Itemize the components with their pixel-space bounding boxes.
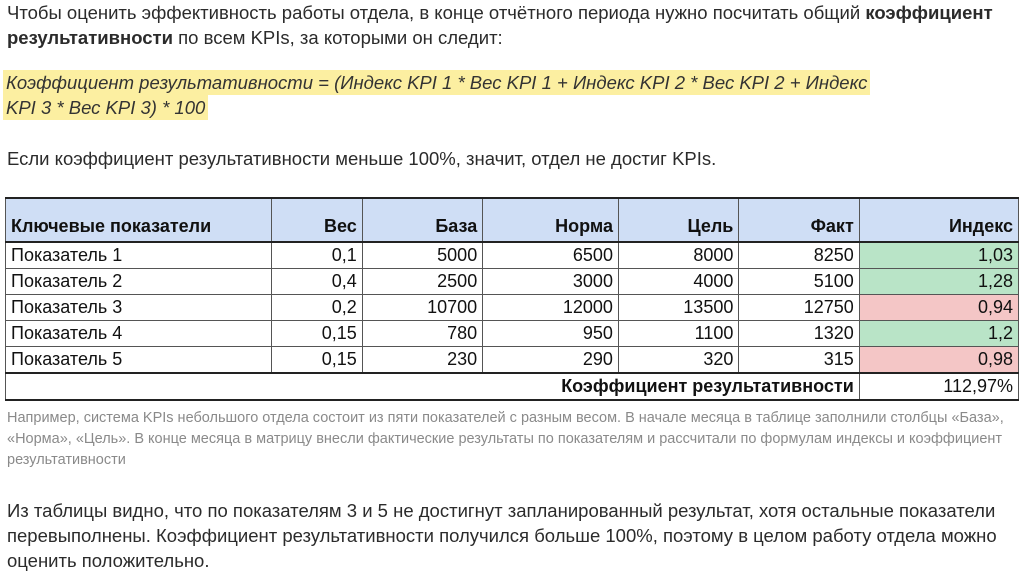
cell-index: 1,2	[859, 321, 1018, 347]
cell-weight: 0,15	[272, 347, 363, 374]
example-note: Например, система KPIs небольшого отдела состоит из пяти показателей с разным весом. В начале месяца в таблице заполнили столбцы «База», «Норма», «Цель». В конце месяца в матрицу внесли фактические результаты по показателям и рассчитали по формулам индексы и коэффициент результативности	[7, 410, 1004, 468]
formula-block	[3, 70, 870, 120]
total-label: Коэффициент результативности	[6, 373, 860, 400]
condition-paragraph: Если коэффициент результативности меньше 100%, значит, отдел не достиг KPIs.	[7, 148, 717, 169]
formula-line-1: Коэффициент результативности = (Индекс KPI 1 * Вес KPI 1 + Индекс KPI 2 * Вес KPI 2 + Индекс	[3, 70, 870, 95]
cell-norm: 12000	[483, 295, 619, 321]
cell-norm: 950	[483, 321, 619, 347]
cell-norm: 3000	[483, 269, 619, 295]
kpi-table	[5, 197, 1019, 401]
col-header-base: База	[362, 198, 482, 242]
cell-fact: 5100	[739, 269, 859, 295]
cell-name: Показатель 4	[6, 321, 272, 347]
cell-goal: 1100	[618, 321, 738, 347]
cell-name: Показатель 3	[6, 295, 272, 321]
cell-name: Показатель 1	[6, 242, 272, 269]
cell-fact: 12750	[739, 295, 859, 321]
cell-weight: 0,2	[272, 295, 363, 321]
col-header-goal: Цель	[618, 198, 738, 242]
col-header-norm: Норма	[483, 198, 619, 242]
cell-goal: 8000	[618, 242, 738, 269]
cell-index: 0,98	[859, 347, 1018, 374]
cell-base: 5000	[362, 242, 482, 269]
cell-fact: 8250	[739, 242, 859, 269]
cell-base: 780	[362, 321, 482, 347]
formula-line-2: KPI 3 * Вес KPI 3) * 100	[3, 95, 208, 120]
table-row	[6, 242, 1019, 269]
cell-index: 0,94	[859, 295, 1018, 321]
intro-bold-term: коэффициент результативности	[7, 2, 993, 48]
intro-text-start: Чтобы оценить эффективность работы отдела, в конце отчётного периода нужно посчитать общий	[7, 2, 866, 23]
cell-base: 2500	[362, 269, 482, 295]
table-row	[6, 347, 1019, 374]
cell-norm: 6500	[483, 242, 619, 269]
cell-goal: 320	[618, 347, 738, 374]
cell-index: 1,28	[859, 269, 1018, 295]
kpi-table-header-row	[6, 198, 1019, 242]
conclusion-paragraph: Из таблицы видно, что по показателям 3 и 5 не достигнут запланированный результат, хотя остальные показатели перевыполнены. Коэффициент результативности получился больше 100%, поэтому в целом работу отдела можно оценить положительно.	[7, 500, 997, 571]
cell-base: 230	[362, 347, 482, 374]
cell-name: Показатель 2	[6, 269, 272, 295]
total-row	[6, 373, 1019, 400]
col-header-fact: Факт	[739, 198, 859, 242]
cell-goal: 13500	[618, 295, 738, 321]
col-header-weight: Вес	[272, 198, 363, 242]
cell-weight: 0,15	[272, 321, 363, 347]
cell-base: 10700	[362, 295, 482, 321]
cell-weight: 0,1	[272, 242, 363, 269]
cell-fact: 315	[739, 347, 859, 374]
col-header-indicators: Ключевые показатели	[6, 198, 272, 242]
cell-index: 1,03	[859, 242, 1018, 269]
cell-norm: 290	[483, 347, 619, 374]
cell-fact: 1320	[739, 321, 859, 347]
cell-name: Показатель 5	[6, 347, 272, 374]
col-header-index: Индекс	[859, 198, 1018, 242]
cell-weight: 0,4	[272, 269, 363, 295]
table-row	[6, 321, 1019, 347]
total-value: 112,97%	[859, 373, 1018, 400]
cell-goal: 4000	[618, 269, 738, 295]
intro-text-end: по всем KPIs, за которыми он следит:	[172, 27, 503, 48]
intro-paragraph	[7, 0, 1007, 50]
table-row	[6, 295, 1019, 321]
table-row	[6, 269, 1019, 295]
